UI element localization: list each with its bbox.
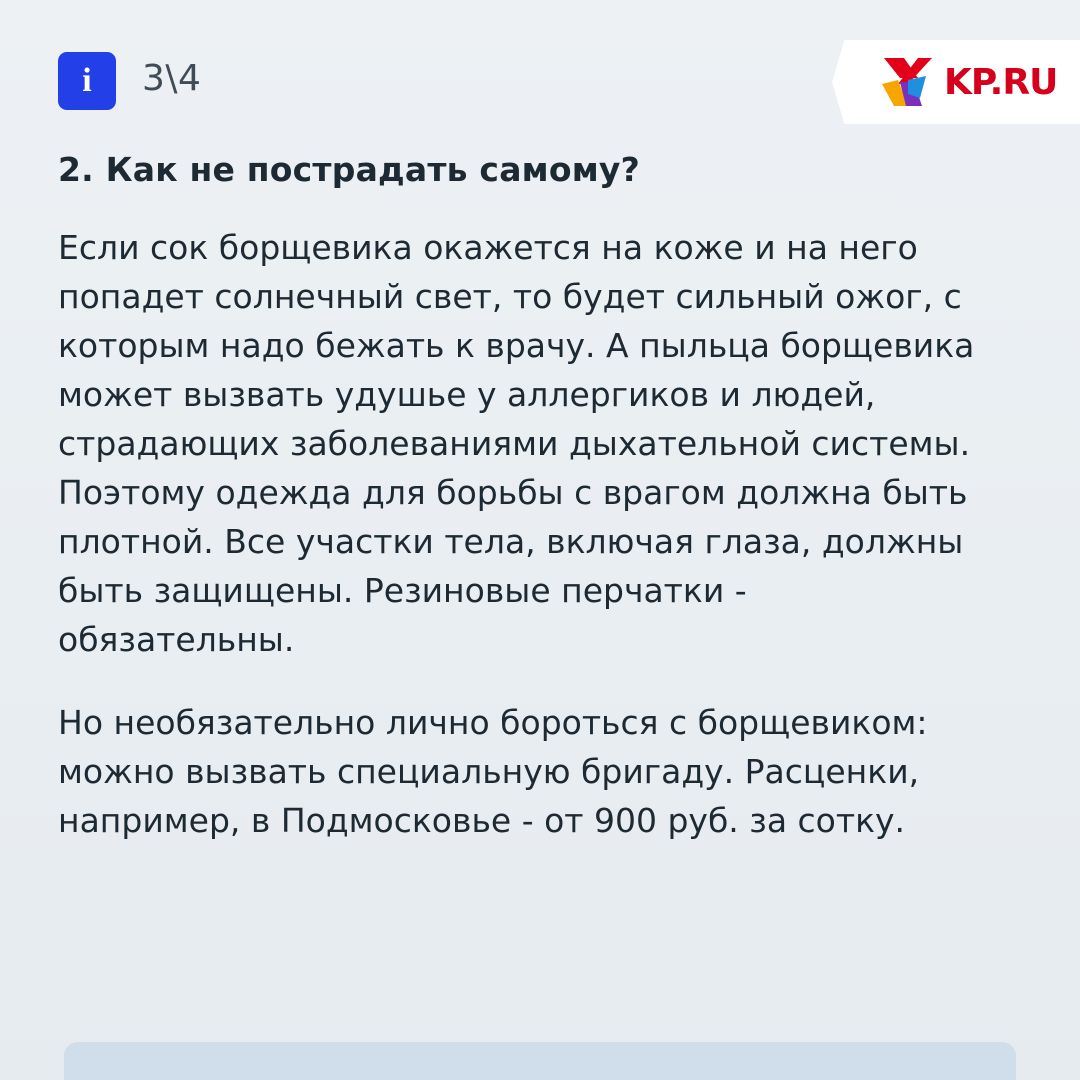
kp-star-icon — [878, 54, 934, 110]
kp-logo — [832, 40, 1080, 124]
bottom-panel — [64, 1042, 1016, 1080]
logo-text: KP.RU — [944, 62, 1058, 103]
body-paragraph-1: Если сок борщевика окажется на коже и на него попадет солнечный свет, то будет сильный ожог, с которым надо бежать к врачу. А пыльца борщевика может вызвать удушье у аллергиков и людей, страдающих заболеваниями дыхательной системы. Поэтому одежда для борьбы с врагом должна быть плотной. Все участки тела, включая глаза, должны быть защищены. Резиновые перчатки - обязательны. — [58, 228, 975, 659]
body-paragraph-2: Но необязательно лично бороться с борщевиком: можно вызвать специальную бригаду. Расценки, например, в Подмосковье - от 900 руб. за сотку. — [58, 703, 928, 840]
page-counter: 3\4 — [142, 58, 202, 99]
page-title: 2. Как не пострадать самому? — [58, 150, 640, 189]
info-icon — [58, 52, 116, 110]
slide-content — [58, 150, 988, 879]
info-icon-glyph: i — [82, 62, 92, 99]
